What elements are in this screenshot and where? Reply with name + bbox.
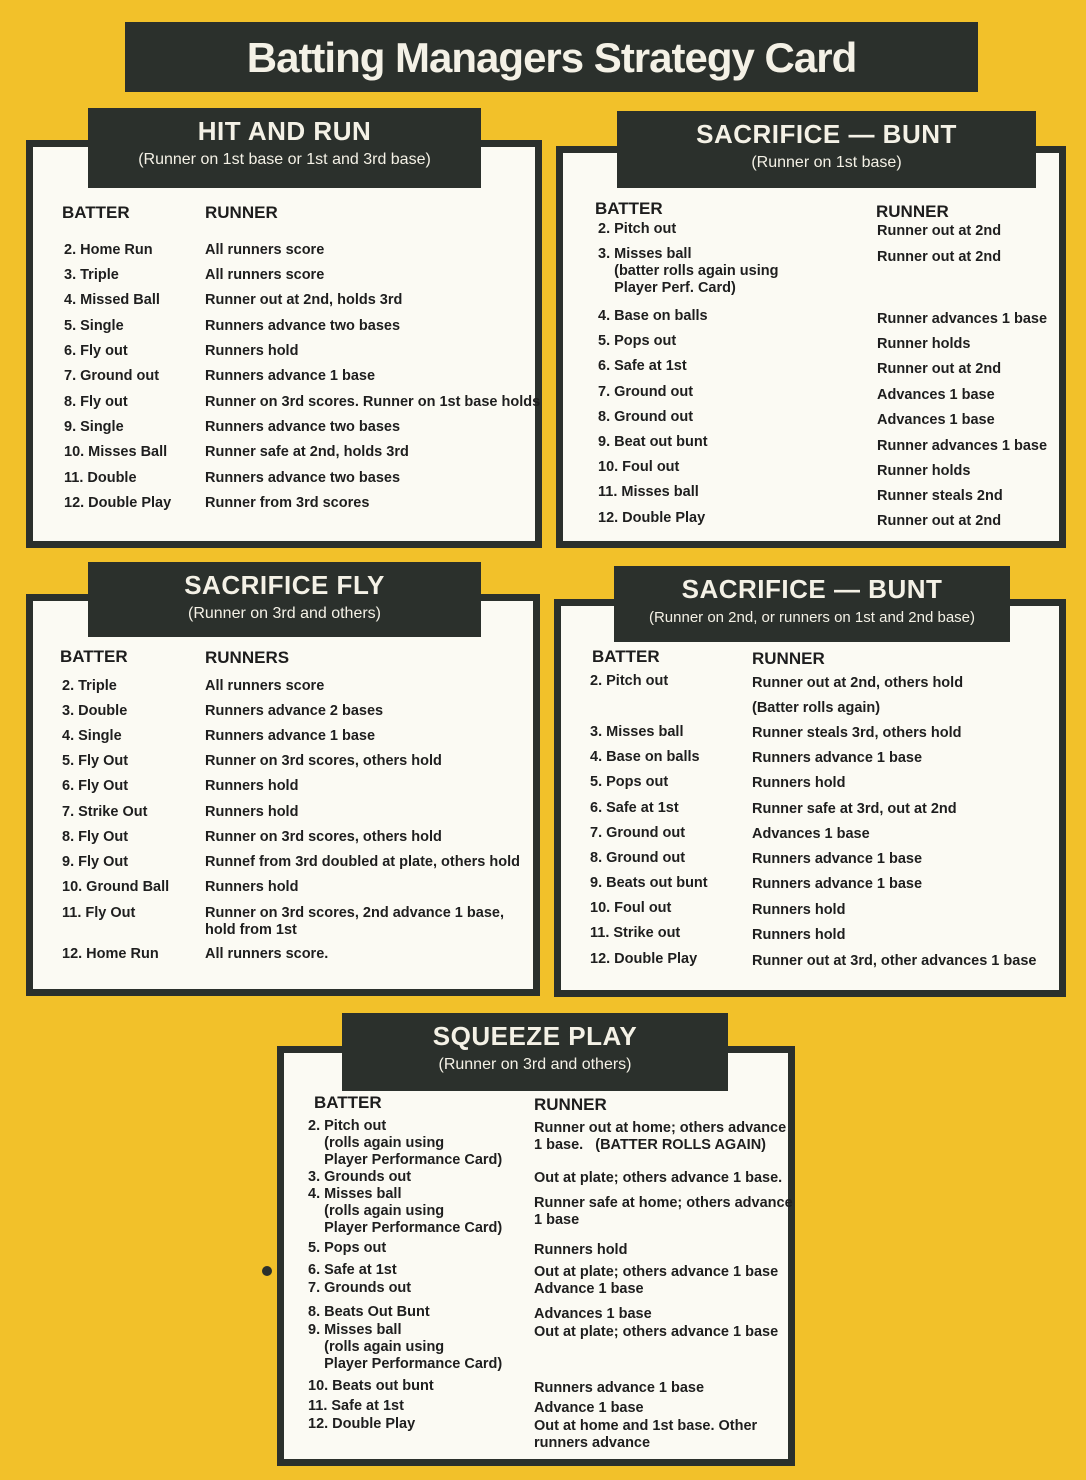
runner-cell: Runners hold <box>752 902 846 918</box>
runner-cell: (Batter rolls again) <box>752 700 881 716</box>
runner-cell: Out at plate; others advance 1 base <box>534 1324 779 1340</box>
batter-cell: 7. Ground out <box>590 825 686 841</box>
batter-cell: 8. Ground out <box>598 409 694 425</box>
batter-cell: 5. Pops out <box>590 774 669 790</box>
batter-cell: 4. Base on balls <box>598 308 708 324</box>
sac-bunt-2nd-header <box>614 566 1010 642</box>
batter-cell: 9. Single <box>64 419 124 435</box>
runner-cell: All runners score <box>205 242 325 258</box>
runner-cell: Runner out at 2nd <box>877 361 1002 377</box>
runner-cell: Runner safe at 2nd, holds 3rd <box>205 444 409 460</box>
batter-cell: 11. Safe at 1st <box>308 1398 404 1414</box>
runner-cell: All runners score. <box>205 946 329 962</box>
batter-cell: 8. Beats Out Bunt <box>308 1304 430 1320</box>
batter-cell: 4. Base on balls <box>590 749 700 765</box>
runner-cell: Runners advance 1 base <box>205 368 376 384</box>
runner-cell: Runner holds <box>877 463 971 479</box>
batter-cell: 5. Fly Out <box>62 753 129 769</box>
batter-cell: 10. Misses Ball <box>64 444 168 460</box>
batter-cell: 9. Misses ball (rolls again using Player Performance Card) <box>308 1322 503 1372</box>
hit-and-run-runner-col: RUNNER <box>205 203 278 222</box>
runner-cell: Runners hold <box>205 778 299 794</box>
sac-bunt-2nd-subtitle: (Runner on 2nd, or runners on 1st and 2nd base) <box>648 609 976 626</box>
runner-cell: Runner out at home; others advance 1 base. (BATTER ROLLS AGAIN) <box>534 1120 787 1153</box>
runner-cell: Runner safe at 3rd, out at 2nd <box>752 801 957 817</box>
runner-cell: Runner out at 2nd <box>877 223 1002 239</box>
batter-cell: 3. Grounds out <box>308 1169 412 1185</box>
runner-cell: Advance 1 base <box>534 1400 644 1416</box>
runner-cell: Runner steals 3rd, others hold <box>752 725 962 741</box>
runner-cell: Runners advance two bases <box>205 419 401 435</box>
batter-cell: 12. Double Play <box>598 510 706 526</box>
runner-cell: Runner on 3rd scores, others hold <box>205 829 442 845</box>
runner-cell: Runner on 3rd scores, 2nd advance 1 base, hold from 1st <box>205 905 504 938</box>
runner-cell: Runner out at 3rd, other advances 1 base <box>752 953 1037 969</box>
batter-cell: 8. Fly out <box>64 394 128 410</box>
runner-cell: Runners advance two bases <box>205 318 401 334</box>
runner-cell: Runners hold <box>205 879 299 895</box>
batter-cell: 9. Beat out bunt <box>598 434 708 450</box>
runner-cell: Runner holds <box>877 336 971 352</box>
batter-cell: 4. Misses ball (rolls again using Player Performance Card) <box>308 1186 503 1236</box>
sac-bunt-1st-header <box>617 111 1036 188</box>
runner-cell: Runners hold <box>205 804 299 820</box>
runner-cell: Runner on 3rd scores, others hold <box>205 753 442 769</box>
sac-bunt-1st-batter-col: BATTER <box>595 199 663 218</box>
batter-cell: 6. Fly Out <box>62 778 129 794</box>
runner-cell: Out at home and 1st base. Other runners advance <box>534 1418 758 1451</box>
squeeze-title: SQUEEZE PLAY <box>432 1021 638 1051</box>
batter-cell: 6. Fly out <box>64 343 128 359</box>
runner-cell: Runners advance two bases <box>205 470 401 486</box>
runner-cell: Advances 1 base <box>877 412 995 428</box>
batter-cell: 2. Home Run <box>64 242 153 258</box>
sac-bunt-2nd-runner-col: RUNNER <box>752 649 825 668</box>
runner-cell: Runners hold <box>752 927 846 943</box>
batter-cell: 6. Safe at 1st <box>590 800 679 816</box>
runner-cell: Advances 1 base <box>877 387 995 403</box>
batter-cell: 2. Pitch out <box>598 221 677 237</box>
batter-cell: 11. Fly Out <box>62 905 136 921</box>
runner-cell: Runner out at 2nd <box>877 513 1002 529</box>
batter-cell: 3. Misses ball (batter rolls again using Player Perf. Card) <box>598 246 779 296</box>
batter-cell: 5. Single <box>64 318 124 334</box>
batter-cell: 11. Strike out <box>590 925 681 941</box>
runner-cell: Runners advance 1 base <box>534 1380 705 1396</box>
page-title: Batting Managers Strategy Card <box>246 34 857 81</box>
runner-cell: Runnef from 3rd doubled at plate, others hold <box>205 854 520 870</box>
batter-cell: 8. Fly Out <box>62 829 129 845</box>
batter-cell: 2. Pitch out <box>590 673 669 689</box>
runner-cell: Out at plate; others advance 1 base <box>534 1264 779 1280</box>
runner-cell: Runners advance 1 base <box>205 728 376 744</box>
batter-cell: 5. Pops out <box>598 333 677 349</box>
batter-cell: 3. Double <box>62 703 128 719</box>
runner-cell: Runner out at 2nd, others hold <box>752 675 964 691</box>
batter-cell: 7. Grounds out <box>308 1280 412 1296</box>
runner-cell: Runner from 3rd scores <box>205 495 370 511</box>
batter-cell: 10. Beats out bunt <box>308 1378 434 1394</box>
batter-cell: 11. Misses ball <box>598 484 699 500</box>
hit-and-run-batter-col: BATTER <box>62 203 130 222</box>
batter-cell: 6. Safe at 1st <box>598 358 687 374</box>
batter-cell: 10. Foul out <box>590 900 672 916</box>
runner-cell: Runners hold <box>752 775 846 791</box>
batter-cell: 3. Triple <box>64 267 119 283</box>
sac-fly-header <box>88 562 481 637</box>
runner-cell: All runners score <box>205 678 325 694</box>
runner-cell: Runners advance 1 base <box>752 851 923 867</box>
hit-and-run-subtitle: (Runner on 1st base or 1st and 3rd base) <box>138 151 431 168</box>
sac-bunt-1st-runner-col: RUNNER <box>876 202 949 221</box>
batter-cell: 12. Double Play <box>590 951 698 967</box>
runner-cell: Runners advance 2 bases <box>205 703 384 719</box>
batter-cell: 2. Pitch out (rolls again using Player Performance Card) <box>308 1118 503 1168</box>
runner-cell: Runners advance 1 base <box>752 750 923 766</box>
runner-cell: Runner advances 1 base <box>877 438 1048 454</box>
batter-cell: 8. Ground out <box>590 850 686 866</box>
runner-cell: Runner out at 2nd <box>877 249 1002 265</box>
runner-cell: Runner safe at home; others advance 1 base <box>534 1195 793 1228</box>
batter-cell: 9. Fly Out <box>62 854 129 870</box>
sac-fly-batter-col: BATTER <box>60 647 128 666</box>
squeeze-batter-col: BATTER <box>314 1093 382 1112</box>
runner-cell: Runners advance 1 base <box>752 876 923 892</box>
batter-cell: 12. Double Play <box>308 1416 416 1432</box>
hit-and-run-title: HIT AND RUN <box>197 116 372 146</box>
runner-cell: Advances 1 base <box>534 1306 652 1322</box>
batter-cell: 3. Misses ball <box>590 724 684 740</box>
runner-cell: All runners score <box>205 267 325 283</box>
squeeze-header <box>342 1013 728 1091</box>
batter-cell: 7. Strike Out <box>62 804 148 820</box>
sac-fly-title: SACRIFICE FLY <box>184 570 385 600</box>
batter-cell: 12. Home Run <box>62 946 159 962</box>
runner-cell: Advance 1 base <box>534 1281 644 1297</box>
sac-bunt-2nd-title: SACRIFICE — BUNT <box>681 574 943 604</box>
batter-cell: 4. Missed Ball <box>64 292 160 308</box>
sac-bunt-1st-title: SACRIFICE — BUNT <box>696 119 957 149</box>
sac-bunt-1st-subtitle: (Runner on 1st base) <box>751 154 902 171</box>
batter-cell: 12. Double Play <box>64 495 172 511</box>
batter-cell: 10. Foul out <box>598 459 680 475</box>
batter-cell: 11. Double <box>64 470 137 486</box>
batter-cell: 2. Triple <box>62 678 117 694</box>
runner-cell: Runners hold <box>205 343 299 359</box>
batter-cell: 9. Beats out bunt <box>590 875 708 891</box>
squeeze-subtitle: (Runner on 3rd and others) <box>438 1056 632 1073</box>
batter-cell: 10. Ground Ball <box>62 879 170 895</box>
sac-fly-subtitle: (Runner on 3rd and others) <box>188 605 381 622</box>
runner-cell: Runner steals 2nd <box>877 488 1003 504</box>
batter-cell: 5. Pops out <box>308 1240 387 1256</box>
batter-cell: 7. Ground out <box>598 384 694 400</box>
sac-bunt-2nd-batter-col: BATTER <box>592 647 660 666</box>
hit-and-run-header <box>88 108 481 188</box>
runner-cell: Advances 1 base <box>752 826 870 842</box>
runner-cell: Runner out at 2nd, holds 3rd <box>205 292 403 308</box>
runner-cell: Runners hold <box>534 1242 628 1258</box>
batter-cell: 6. Safe at 1st <box>308 1262 397 1278</box>
runner-cell: Runner advances 1 base <box>877 311 1048 327</box>
runner-cell: Runner on 3rd scores. Runner on 1st base holds <box>205 394 541 410</box>
squeeze-runner-col: RUNNER <box>534 1095 607 1114</box>
sac-fly-runners-col: RUNNERS <box>205 648 290 667</box>
batter-cell: 4. Single <box>62 728 122 744</box>
ink-dot <box>262 1266 272 1276</box>
batter-cell: 7. Ground out <box>64 368 160 384</box>
runner-cell: Out at plate; others advance 1 base. <box>534 1170 783 1186</box>
